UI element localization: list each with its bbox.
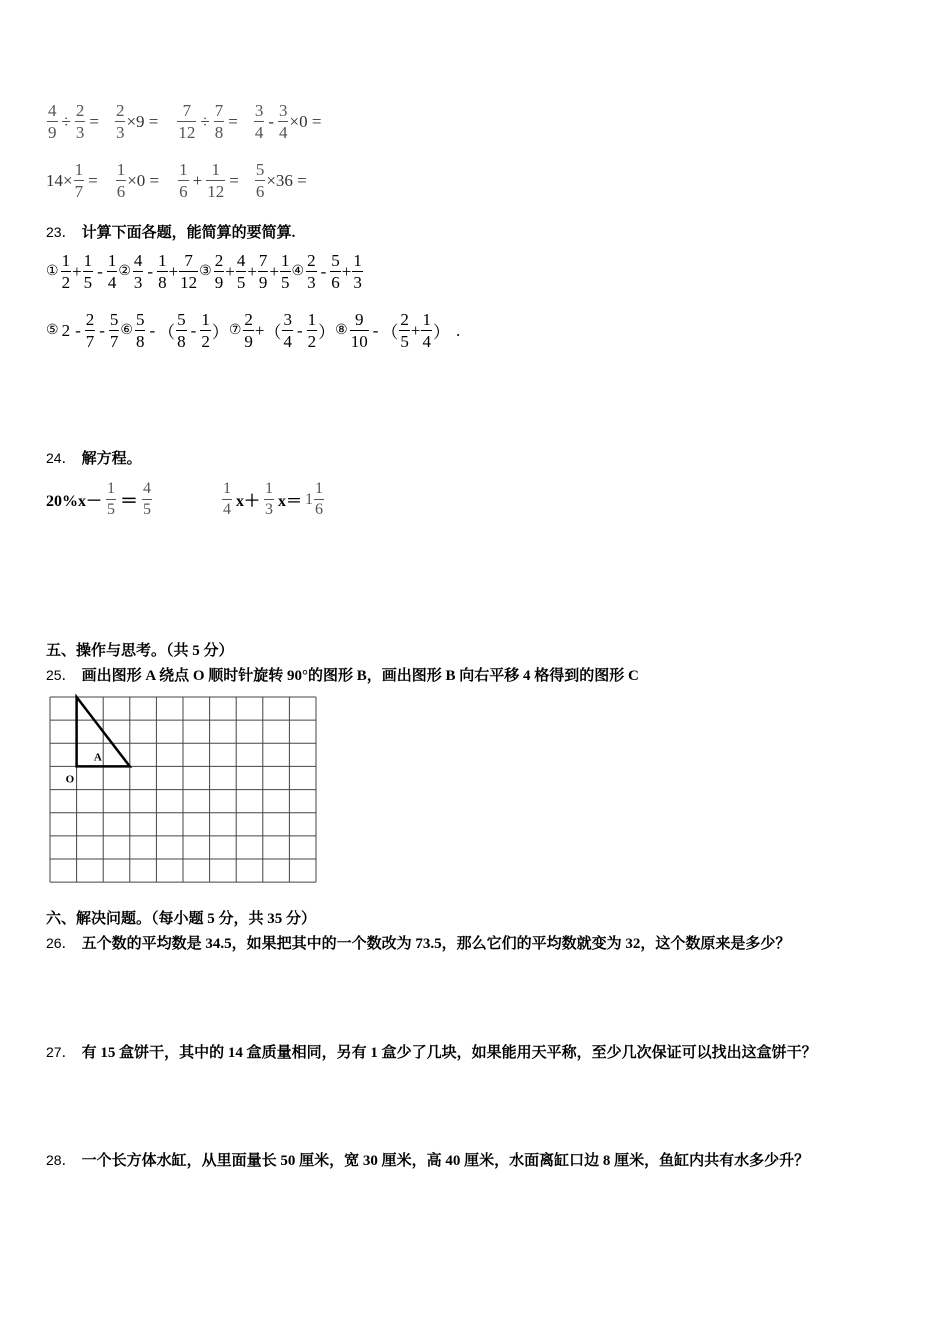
fraction: 5 7 (109, 310, 119, 351)
section-6-title: 六、解决问题。（每小题 5 分，共 35 分） (46, 911, 317, 927)
expr-5: 14× $\frac{1}{7}$ = (46, 160, 98, 201)
fraction: $\frac{2}{3}$ (115, 101, 125, 142)
question-24: 24． 解方程。 (46, 449, 142, 467)
fraction: 9 10 (350, 310, 368, 351)
equation-1: 20%x－ 1 5 ＝ 4 5 (46, 480, 152, 518)
equation-2: 1 4 x＋ 1 3 x＝ 1 1 6 (223, 480, 324, 518)
fraction: $\frac{2}{3}$ (75, 101, 85, 142)
label-o: O (65, 773, 75, 786)
section-5-title: 五、操作与思考。（共 5 分） (46, 643, 234, 659)
fraction: 1 4 (107, 251, 117, 292)
fraction: $\frac{5}{6}$ (255, 160, 265, 201)
fraction: 1 8 (158, 251, 167, 292)
fraction: $\frac{4}{9}$ (48, 101, 57, 142)
fraction: 1 6 (315, 480, 324, 518)
expr-2: $\frac{2}{3}$ ×9 = (115, 101, 159, 142)
fraction: $\frac{1}{5}$ (281, 251, 290, 292)
calc-row-1 (46, 102, 321, 141)
fraction: 3 4 (283, 310, 292, 351)
fraction: $\frac{1}{6}$ (116, 160, 126, 201)
question-26: 26． 五个数的平均数是 34.5，如果把其中的一个数改为 73.5，那么它们的平均数就变为 32，这个数原来是多少？ (46, 934, 791, 952)
fraction: 2 5 (400, 310, 409, 351)
fraction: 1 2 (307, 310, 317, 351)
fraction: 1 6 (179, 160, 188, 201)
q23-row-1: ① 1 2 + $\frac{1}{5}$ - 1 4 ② 4 3 - 1 8 + $\frac{7}{12}$ ③ 2 9 + $\frac{4}{5}$ + $\frac{7}{9}$ + $\frac{1}{5}$ ④ 2 3 - 5 6 + $\frac{1}{3}$ (46, 251, 362, 292)
fraction: $\frac{7}{12}$ (178, 101, 196, 142)
fraction: 1 4 (223, 480, 231, 518)
fraction: 2 3 (307, 251, 316, 292)
q23-row-2: ⑤ 2 - 2 7 - 5 7 ⑥ 5 8 - （ 5 8 - 1 2 ） ⑦ 2 9 + （ 3 4 - 1 2 ） ⑧ 9 10 - （ 2 5 + $\frac{1}{4}$ ） . (46, 310, 461, 351)
fraction: $\frac{4}{5}$ (236, 251, 246, 292)
fraction: $\frac{7}{12}$ (180, 251, 198, 292)
fraction: 1 2 (61, 251, 71, 292)
drawing-grid (46, 693, 324, 889)
question-23: 23． 计算下面各题，能简算的要简算. (46, 223, 296, 241)
grid-lines (50, 697, 316, 882)
fraction: $\frac{1}{7}$ (74, 160, 84, 201)
expr-6: $\frac{1}{6}$ ×0 = (116, 160, 160, 201)
fraction: 3 4 (254, 101, 264, 142)
fraction: 1 2 (201, 310, 210, 351)
fraction: 5 6 (331, 251, 340, 292)
fraction: 5 8 (177, 310, 186, 351)
label-a: A (93, 751, 102, 764)
fraction: 5 8 (135, 310, 145, 351)
fraction: $\frac{1}{12}$ (207, 160, 225, 201)
expr-3: $\frac{7}{12}$ ÷ $\frac{7}{8}$ = (178, 101, 238, 142)
question-25: 25． 画出图形 A 绕点 O 顺时针旋转 90°的图形 B，画出图形 B 向右平移 4 格得到的图形 C (46, 666, 639, 684)
fraction: 1 3 (265, 480, 274, 518)
question-27: 27． 有 15 盒饼干，其中的 14 盒质量相同，另有 1 盒少了几块，如果能用天平称，至少几次保证可以找出这盒饼干？ (46, 1043, 817, 1061)
fraction: $\frac{1}{3}$ (353, 251, 362, 292)
fraction: $\frac{1}{4}$ (422, 310, 431, 351)
fraction: 1 5 (107, 480, 116, 518)
calc-row-2 (46, 161, 307, 200)
fraction: $\frac{7}{9}$ (258, 251, 268, 292)
fraction: 4 3 (133, 251, 143, 292)
fraction: 2 9 (214, 251, 224, 292)
expr-4: 3 4 - $\frac{3}{4}$ ×0 = (254, 101, 322, 142)
fraction: 2 9 (244, 310, 253, 351)
fraction: $\frac{1}{5}$ (83, 251, 93, 292)
fraction: $\frac{3}{4}$ (278, 101, 288, 142)
expr-8: $\frac{5}{6}$ ×36 = (255, 160, 307, 201)
fraction: $\frac{7}{8}$ (214, 101, 224, 142)
question-28: 28． 一个长方体水缸，从里面量长 50 厘米，宽 30 厘米，高 40 厘米，水面离缸口边 8 厘米，鱼缸内共有水多少升？ (46, 1151, 810, 1169)
fraction: 2 7 (85, 310, 95, 351)
expr-1: $\frac{4}{9}$ ÷ $\frac{2}{3}$ = (48, 101, 99, 142)
fraction: 4 5 (143, 480, 152, 518)
expr-7: 1 6 + $\frac{1}{12}$ = (179, 160, 239, 201)
